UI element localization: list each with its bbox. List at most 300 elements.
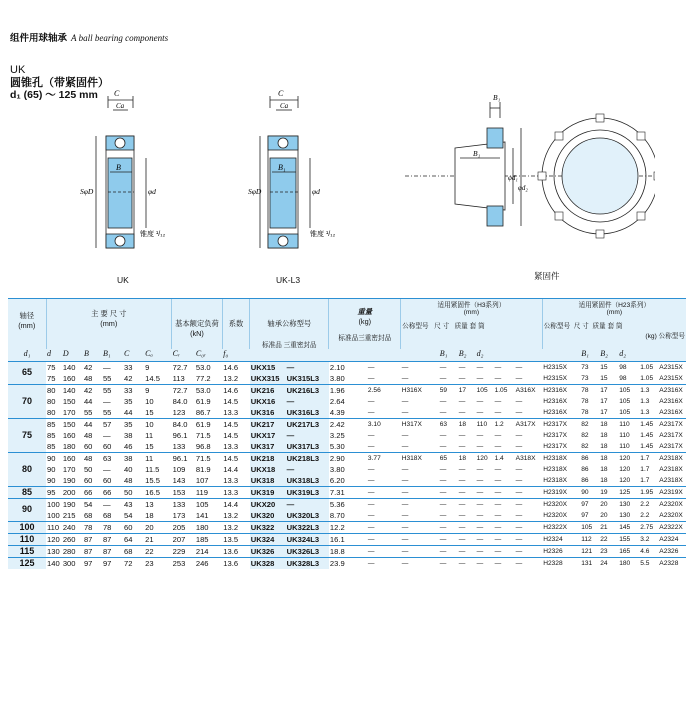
table-cell: — <box>515 486 543 498</box>
dim-d1-label: φd₁ <box>508 174 518 182</box>
table-cell: 110 <box>46 521 62 533</box>
hdr-mass-std: 标准品 <box>338 335 359 342</box>
table-row <box>8 557 686 569</box>
table-cell: 13.6 <box>222 557 249 569</box>
hdr-main-unit: (mm) <box>100 319 118 328</box>
table-cell: 1.45 <box>639 418 658 430</box>
table-cell: 16.5 <box>144 486 171 498</box>
table-cell: 1.3 <box>640 397 650 405</box>
table-cell: UK315L3 <box>286 373 329 385</box>
table-cell: — <box>494 431 502 439</box>
table-cell: 54 <box>124 510 133 520</box>
table-cell: — <box>401 557 439 569</box>
table-cell: 13.2 <box>222 521 249 533</box>
table-cell: — <box>458 363 466 371</box>
table-row <box>8 498 686 510</box>
table-cell: UK217L3 <box>286 418 329 430</box>
table-cell: 72.7 <box>172 362 188 372</box>
table-cell: 141 <box>195 510 209 520</box>
symbol-cell: d₂ <box>476 349 494 361</box>
table-cell: — <box>476 363 484 371</box>
table-cell: 6.20 <box>329 475 345 485</box>
table-cell: UK324 <box>250 533 286 545</box>
table-cell: 75 <box>47 373 56 383</box>
symbol-cell: d₁ <box>8 349 46 361</box>
table-cell: — <box>494 521 515 533</box>
table-cell: 1.3 <box>639 384 658 396</box>
table-cell: 96.8 <box>195 441 211 451</box>
table-cell: 73 <box>581 363 589 371</box>
table-cell: UKX315 <box>250 373 286 385</box>
table-cell: 13.2 <box>223 510 239 520</box>
table-cell: 8.70 <box>329 510 345 520</box>
table-cell: — <box>476 431 484 439</box>
table-cell: H2318X <box>543 465 568 473</box>
shaft-diameter-cell: 70 <box>8 384 46 418</box>
table-cell: A2315X <box>659 363 683 371</box>
table-cell: UK218 <box>250 452 286 464</box>
table-cell: — <box>476 476 484 484</box>
table-cell: 38 <box>124 430 133 440</box>
table-cell: 145 <box>618 521 639 533</box>
table-cell: — <box>401 545 439 557</box>
table-cell: 18 <box>600 476 608 484</box>
dim-c-label: C <box>114 89 120 98</box>
table-cell: 46 <box>124 441 133 451</box>
table-row <box>8 452 686 464</box>
hdr-load-unit: (kN) <box>190 329 204 338</box>
table-cell: UK328 <box>250 557 286 569</box>
table-cell: 21 <box>144 533 171 545</box>
table-cell: 55 <box>102 384 123 396</box>
table-cell: 85 <box>47 430 56 440</box>
table-cell: 2.90 <box>329 452 367 464</box>
dim-d2-label: φd₂ <box>518 184 528 192</box>
table-row <box>8 486 686 498</box>
table-cell: 72.7 <box>172 384 195 396</box>
table-cell: 14.5 <box>222 418 249 430</box>
table-cell: — <box>439 486 458 498</box>
table-cell: — <box>494 465 502 473</box>
table-cell: UK326 <box>250 545 286 557</box>
table-cell: — <box>286 396 329 407</box>
table-cell: 173 <box>172 510 186 520</box>
table-cell: 165 <box>618 545 639 557</box>
table-cell: UK316 <box>250 407 286 419</box>
table-cell: A2324 <box>658 533 686 545</box>
table-cell: H2317X <box>543 431 568 439</box>
symbol-cell: f₀ <box>222 349 249 361</box>
table-cell: UK320L3 <box>286 510 329 522</box>
table-cell: — <box>439 397 447 405</box>
table-cell: 38 <box>123 452 144 464</box>
hdr-h3-mass: 质量 <box>454 323 468 330</box>
table-cell: UK319L3 <box>286 486 329 498</box>
figure-adapter-sleeve <box>405 88 655 268</box>
table-cell: 40 <box>124 464 133 474</box>
table-cell: — <box>401 442 409 450</box>
table-cell: 75 <box>47 362 56 372</box>
symbol-cell <box>250 349 286 361</box>
table-cell: — <box>286 464 329 475</box>
table-cell: H2316X <box>543 397 568 405</box>
table-cell: 77.2 <box>195 373 211 383</box>
table-cell: UK326L3 <box>286 545 329 557</box>
table-cell: A2318X <box>659 476 683 484</box>
table-cell: 229 <box>172 545 195 557</box>
table-cell: A2320X <box>659 511 683 519</box>
table-cell: 80 <box>47 407 56 417</box>
table-cell: 9 <box>145 362 150 372</box>
table-cell: — <box>367 476 375 484</box>
symbol-cell: B₁ <box>102 349 123 361</box>
table-cell: 97 <box>83 557 102 569</box>
table-cell: H2319X <box>542 486 580 498</box>
table-cell: 21 <box>599 521 618 533</box>
shaft-diameter-cell: 75 <box>8 418 46 452</box>
table-cell: — <box>401 431 409 439</box>
table-cell: — <box>102 464 111 474</box>
symbol-cell: B₂ <box>458 349 476 361</box>
table-cell: A2317X <box>659 442 683 450</box>
table-cell: — <box>458 533 476 545</box>
table-cell: 78 <box>102 521 123 533</box>
table-cell: — <box>494 486 515 498</box>
table-cell: 14.6 <box>222 384 249 396</box>
table-cell: 160 <box>62 430 76 440</box>
table-cell: 97 <box>102 557 123 569</box>
table-cell: 170 <box>62 407 76 417</box>
table-cell: 78 <box>581 408 589 416</box>
table-cell: H2315X <box>543 363 568 371</box>
table-row <box>8 545 686 557</box>
table-cell: — <box>367 397 375 405</box>
table-cell: 22 <box>599 533 618 545</box>
table-cell: 60 <box>83 475 93 485</box>
table-cell: — <box>367 442 375 450</box>
hdr-mass-l3: 三重密封品 <box>358 335 392 342</box>
table-row <box>8 533 686 545</box>
table-cell: 246 <box>195 557 222 569</box>
table-cell: — <box>401 363 409 371</box>
table-cell: — <box>515 498 543 510</box>
table-cell: A317X <box>515 418 543 430</box>
spec-table <box>8 298 686 569</box>
symbol-cell: B₁ <box>439 349 458 361</box>
hdr-load: 基本额定负荷 <box>175 319 219 328</box>
table-cell: 1.95 <box>639 486 658 498</box>
table-cell: — <box>458 486 476 498</box>
table-cell: 14.5 <box>222 452 249 464</box>
table-cell: 1.7 <box>640 465 650 473</box>
table-cell: A2322X <box>658 521 686 533</box>
table-cell: 13.6 <box>222 545 249 557</box>
hdr-h3: 适用紧固件（H3系列） <box>437 302 506 309</box>
symbol-cell: B <box>83 349 102 361</box>
table-cell: 1.05 <box>640 374 654 382</box>
table-cell: 1.05 <box>640 363 654 371</box>
table-cell: 105 <box>195 498 222 510</box>
table-cell: 55 <box>102 373 112 383</box>
table-cell: — <box>439 498 458 510</box>
table-cell: 64 <box>123 533 144 545</box>
table-cell: 96.1 <box>172 452 195 464</box>
table-cell: 80 <box>47 396 56 406</box>
table-cell: 2.56 <box>367 384 401 396</box>
header-title-zh: 组件用球轴承 <box>10 33 68 44</box>
symbol-cell <box>286 349 329 361</box>
table-cell: 4.39 <box>329 407 345 417</box>
table-cell: 98 <box>619 374 627 382</box>
table-cell: — <box>401 521 439 533</box>
table-cell: — <box>401 498 439 510</box>
table-row <box>8 418 686 430</box>
table-row <box>8 475 686 487</box>
table-row <box>8 361 686 373</box>
table-cell: 44 <box>83 396 93 406</box>
table-cell: 13 <box>144 498 171 510</box>
table-cell: H2320X <box>542 498 580 510</box>
table-cell: 19 <box>599 486 618 498</box>
table-cell: 35 <box>124 396 133 406</box>
table-cell: — <box>439 431 447 439</box>
dim-b1-label: B₁ <box>473 149 481 158</box>
table-cell: 33 <box>124 362 133 372</box>
page-header <box>10 30 168 44</box>
table-cell: 15 <box>145 407 154 417</box>
table-cell: 60 <box>123 521 144 533</box>
table-cell: A316X <box>515 384 543 396</box>
table-row <box>8 373 686 385</box>
table-cell: 84.0 <box>172 396 188 406</box>
symbol-row <box>8 349 686 361</box>
table-cell: A2316X <box>658 384 686 396</box>
table-cell: — <box>476 498 494 510</box>
table-cell: 5.30 <box>329 441 345 451</box>
table-cell: H2326 <box>542 545 580 557</box>
table-cell: — <box>458 408 466 416</box>
table-cell: — <box>515 431 523 439</box>
table-cell: 1.45 <box>640 431 654 439</box>
table-cell: 190 <box>62 475 76 485</box>
table-cell: 130 <box>618 498 639 510</box>
table-cell: 1.45 <box>640 442 654 450</box>
table-cell: 140 <box>46 557 62 569</box>
table-cell: 87 <box>83 545 102 557</box>
shaft-diameter-cell: 65 <box>8 361 46 384</box>
figure-ukl3 <box>248 88 358 258</box>
table-cell: UK324L3 <box>286 533 329 545</box>
table-cell: 86.7 <box>195 407 211 417</box>
table-cell: 110 <box>619 442 630 450</box>
table-cell: UKX17 <box>250 430 286 441</box>
table-cell: A2326 <box>658 545 686 557</box>
table-cell: 18 <box>458 452 476 464</box>
table-cell: 90 <box>47 475 56 485</box>
table-cell: — <box>102 396 111 406</box>
table-cell: 3.80 <box>329 464 345 474</box>
table-cell: 15.5 <box>145 475 160 485</box>
table-cell: 13.3 <box>223 475 239 485</box>
table-cell: 100 <box>47 510 60 520</box>
table-cell: 87 <box>102 545 123 557</box>
symbol-cell <box>515 349 543 361</box>
table-cell: — <box>439 374 447 382</box>
header-title-en: A ball bearing components <box>71 33 169 43</box>
table-row <box>8 510 686 522</box>
symbol-cell <box>639 349 658 361</box>
table-cell: UKX18 <box>250 464 286 475</box>
table-cell: 190 <box>62 498 83 510</box>
table-cell: 1.3 <box>640 408 650 416</box>
table-cell: 87 <box>102 533 123 545</box>
table-cell: A2318X <box>659 465 683 473</box>
table-cell: — <box>102 362 111 372</box>
table-cell: 2.42 <box>329 418 367 430</box>
hdr-coef: 系数 <box>228 319 244 328</box>
table-cell: 20 <box>144 521 171 533</box>
hdr-h23-sleeve: 套 筒 <box>607 323 623 330</box>
table-cell: — <box>515 533 543 545</box>
hdr-d1-unit: (mm) <box>18 321 36 330</box>
table-cell: A2328 <box>658 557 686 569</box>
table-cell: 2.2 <box>639 498 658 510</box>
table-cell: 2.2 <box>640 511 650 519</box>
table-cell: 180 <box>618 557 639 569</box>
table-cell: 100 <box>46 498 62 510</box>
shaft-diameter-cell: 100 <box>8 521 46 533</box>
hdr-h23: 适用紧固件（H23系列） <box>578 302 651 309</box>
symbol-cell: Cᵣ <box>172 349 195 361</box>
table-cell: A2317X <box>659 431 683 439</box>
table-cell: — <box>458 465 466 473</box>
table-cell: H2316X <box>542 384 580 396</box>
dim-b1-label: B₁ <box>278 163 286 172</box>
table-cell: — <box>367 557 401 569</box>
table-cell: 97 <box>580 498 599 510</box>
table-cell: 253 <box>172 557 195 569</box>
hdr-h3-sleeve: 套 筒 <box>469 323 485 330</box>
table-cell: 3.80 <box>329 373 345 383</box>
table-cell: 14.5 <box>223 430 239 440</box>
table-cell: H2318X <box>543 476 568 484</box>
table-cell: 9 <box>144 384 171 396</box>
table-cell: — <box>439 465 447 473</box>
table-cell: — <box>439 476 447 484</box>
table-cell: 11 <box>144 452 171 464</box>
symbol-cell: Cₐ <box>144 349 171 361</box>
table-row <box>8 396 686 407</box>
table-cell: 95 <box>46 486 62 498</box>
table-cell: 44 <box>83 418 102 430</box>
table-cell: 53.0 <box>195 362 211 372</box>
table-cell: — <box>439 557 458 569</box>
table-cell: UK317 <box>250 441 286 453</box>
table-cell: — <box>401 511 409 519</box>
symbol-cell: d <box>46 349 62 361</box>
table-cell: 90 <box>46 452 62 464</box>
table-cell: 18 <box>145 510 154 520</box>
table-cell: UK216L3 <box>286 384 329 396</box>
dim-d-label: φd <box>148 187 156 196</box>
table-cell: 155 <box>618 533 639 545</box>
table-row <box>8 464 686 475</box>
symbol-cell <box>367 349 401 361</box>
table-cell: A2316X <box>659 408 683 416</box>
table-cell: 18 <box>599 452 618 464</box>
table-cell: 50 <box>123 486 144 498</box>
hdr-h23-sleeve2: 公称型号 <box>658 333 685 340</box>
table-cell: — <box>458 557 476 569</box>
table-cell: — <box>515 545 543 557</box>
table-cell: H2322X <box>542 521 580 533</box>
table-cell: — <box>401 533 439 545</box>
table-cell: 55 <box>83 407 93 417</box>
table-cell: 200 <box>62 486 83 498</box>
table-cell: 10 <box>144 418 171 430</box>
table-cell: — <box>476 521 494 533</box>
table-cell: 71.5 <box>195 430 211 440</box>
table-cell: 107 <box>195 475 209 485</box>
symbol-cell: C <box>123 349 144 361</box>
table-cell: H2328 <box>542 557 580 569</box>
table-cell: — <box>494 476 502 484</box>
table-cell: — <box>494 498 515 510</box>
table-cell: — <box>458 374 466 382</box>
figure-sleeve-caption: 紧固件 <box>534 271 560 281</box>
table-cell: — <box>102 498 123 510</box>
table-cell: — <box>515 397 523 405</box>
table-cell: 80 <box>46 384 62 396</box>
table-cell: — <box>494 557 515 569</box>
table-cell: 15 <box>600 363 608 371</box>
shaft-diameter-cell: 110 <box>8 533 46 545</box>
table-cell: 54 <box>83 498 102 510</box>
figure-uk <box>78 88 188 258</box>
table-cell: 18 <box>599 418 618 430</box>
table-cell: — <box>515 557 543 569</box>
table-cell: 120 <box>46 533 62 545</box>
table-cell: — <box>494 363 502 371</box>
table-cell: 143 <box>172 475 186 485</box>
shaft-diameter-cell: 80 <box>8 452 46 486</box>
table-cell: — <box>476 533 494 545</box>
table-cell: 90 <box>580 486 599 498</box>
table-cell: A2317X <box>658 418 686 430</box>
table-cell: — <box>401 374 409 382</box>
table-cell: 280 <box>62 545 83 557</box>
table-cell: 63 <box>439 418 458 430</box>
table-cell: 23 <box>599 545 618 557</box>
table-cell: 2.75 <box>639 521 658 533</box>
table-cell: — <box>367 533 401 545</box>
table-cell: 1.96 <box>329 384 367 396</box>
table-cell: 112 <box>580 533 599 545</box>
table-cell: 61.9 <box>195 396 211 406</box>
table-cell: — <box>439 545 458 557</box>
table-cell: 90 <box>47 464 56 474</box>
series-range: d₁ (65) ～ 125 mm <box>10 89 98 101</box>
table-cell: 68 <box>123 545 144 557</box>
table-cell: — <box>515 408 523 416</box>
symbol-cell: d₂ <box>618 349 639 361</box>
table-cell: 170 <box>62 464 76 474</box>
symbol-cell <box>329 349 367 361</box>
table-cell: UKX20 <box>250 498 286 510</box>
table-cell: 12.2 <box>329 521 367 533</box>
table-cell: — <box>367 374 375 382</box>
table-cell: — <box>367 363 375 371</box>
